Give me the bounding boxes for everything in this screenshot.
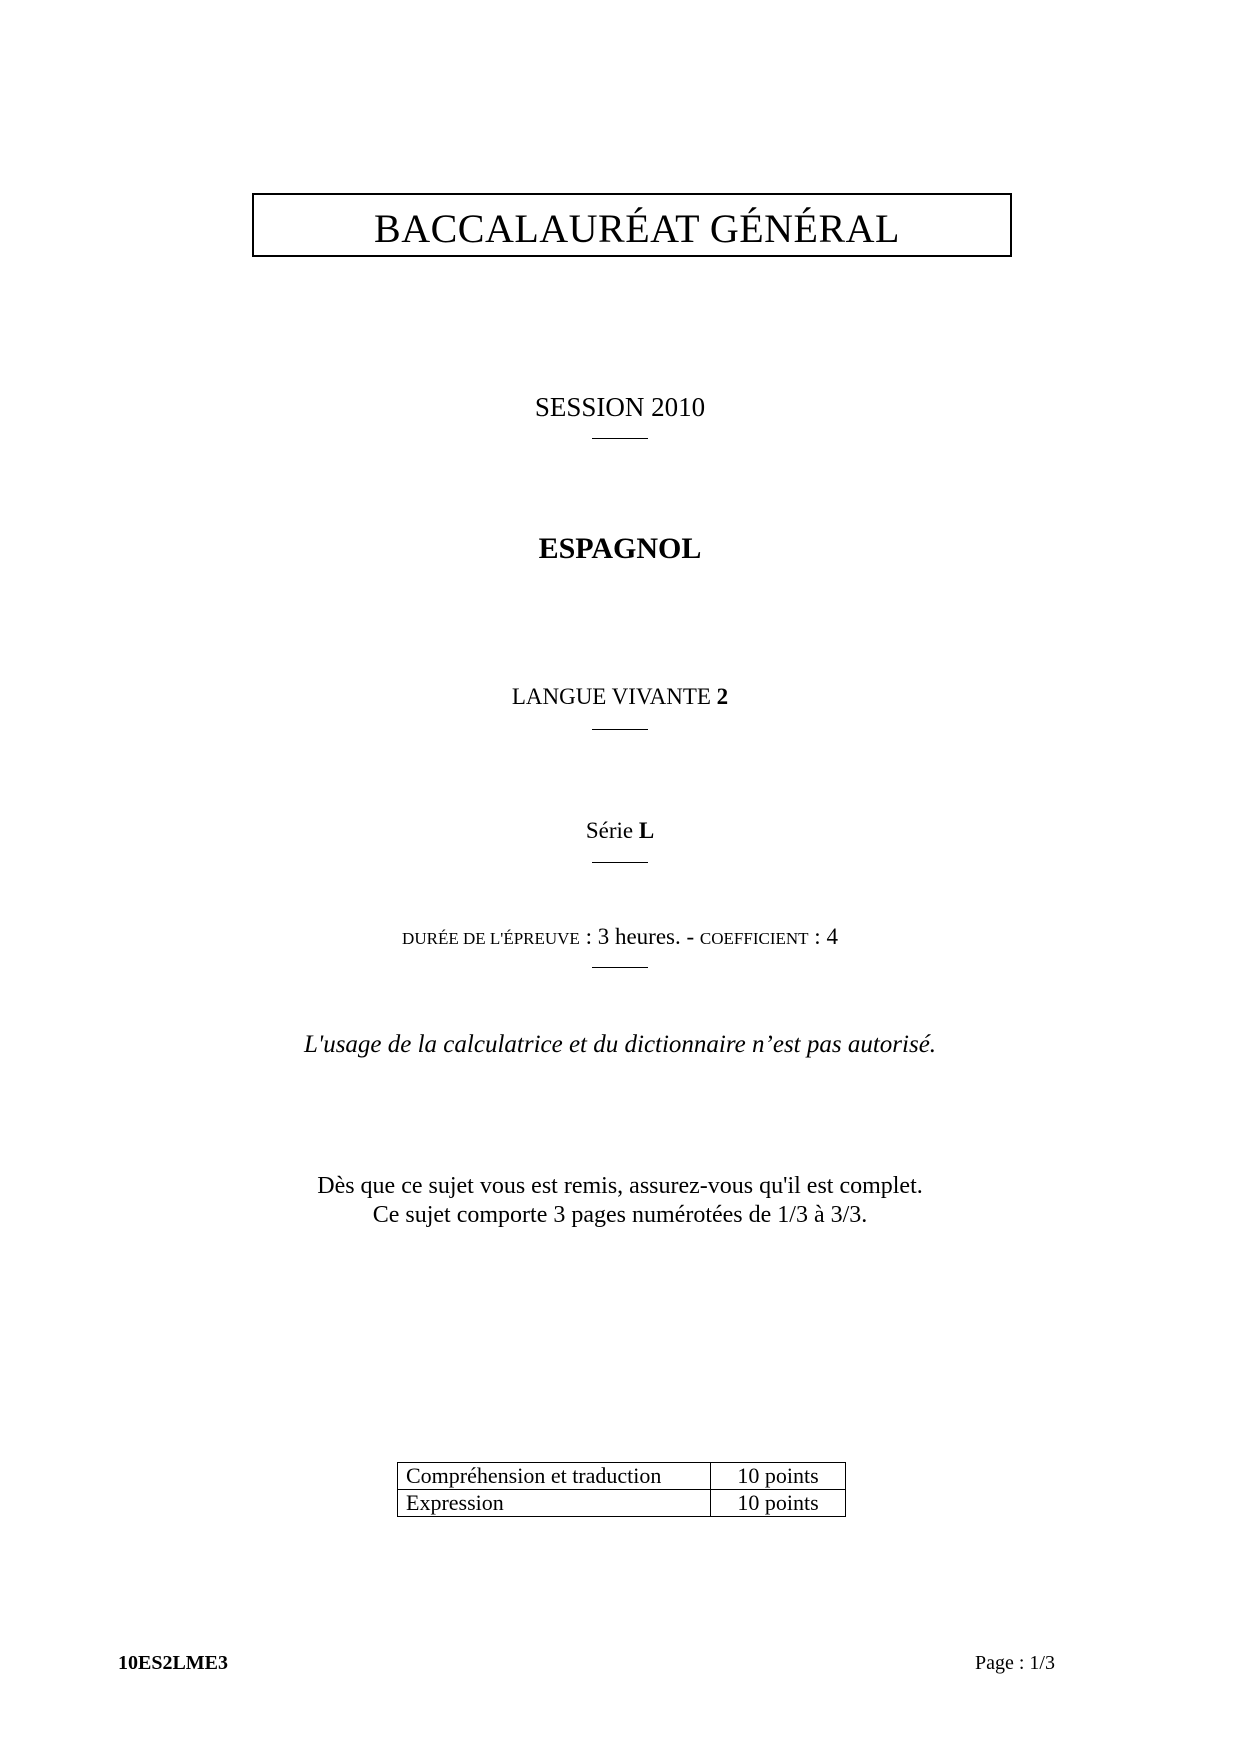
title-box (252, 193, 1012, 257)
divider (0, 862, 1240, 863)
table-cell-value: 10 points (711, 1490, 846, 1517)
usage-note: L'usage de la calculatrice et du dictionnaire n’est pas autorisé. (303, 1031, 937, 1058)
langue-text: LANGUE VIVANTE (511, 684, 717, 709)
table-cell-label: Compréhension et traduction (398, 1463, 711, 1490)
instruction-line-1: Dès que ce sujet vous est remis, assurez-vous qu'il est complet. (317, 1173, 923, 1199)
subject-title: ESPAGNOL (538, 532, 702, 565)
divider (0, 967, 1240, 968)
table-cell-label: Expression (398, 1490, 711, 1517)
duree-value: 3 heures. (597, 924, 681, 949)
serie-text: Série (585, 818, 639, 843)
coefficient-label: COEFFICIENT (699, 929, 809, 948)
coefficient-sep: : (808, 924, 827, 949)
divider (0, 729, 1240, 730)
duree-sep: - (680, 924, 700, 949)
langue-number: 2 (716, 684, 729, 709)
serie-line (0, 818, 1240, 844)
duree-line (0, 924, 1240, 950)
duree-sep: : (579, 924, 598, 949)
table-cell-value: 10 points (711, 1463, 846, 1490)
instruction-line-2: Ce sujet comporte 3 pages numérotées de 1/3 à 3/3. (372, 1202, 868, 1228)
page-title: BACCALAURÉAT GÉNÉRAL (374, 206, 900, 251)
langue-line (0, 684, 1240, 710)
serie-letter: L (638, 818, 655, 843)
coefficient-value: 4 (826, 924, 838, 949)
session-label: SESSION 2010 (534, 392, 706, 422)
footer-code: 10ES2LME3 (118, 1652, 229, 1674)
divider (0, 438, 1240, 439)
points-table (397, 1462, 846, 1517)
duree-label: DURÉE DE L'ÉPREUVE (402, 929, 580, 948)
page-number: Page : 1/3 (975, 1652, 1055, 1674)
table-row (398, 1463, 846, 1490)
table-row (398, 1490, 846, 1517)
